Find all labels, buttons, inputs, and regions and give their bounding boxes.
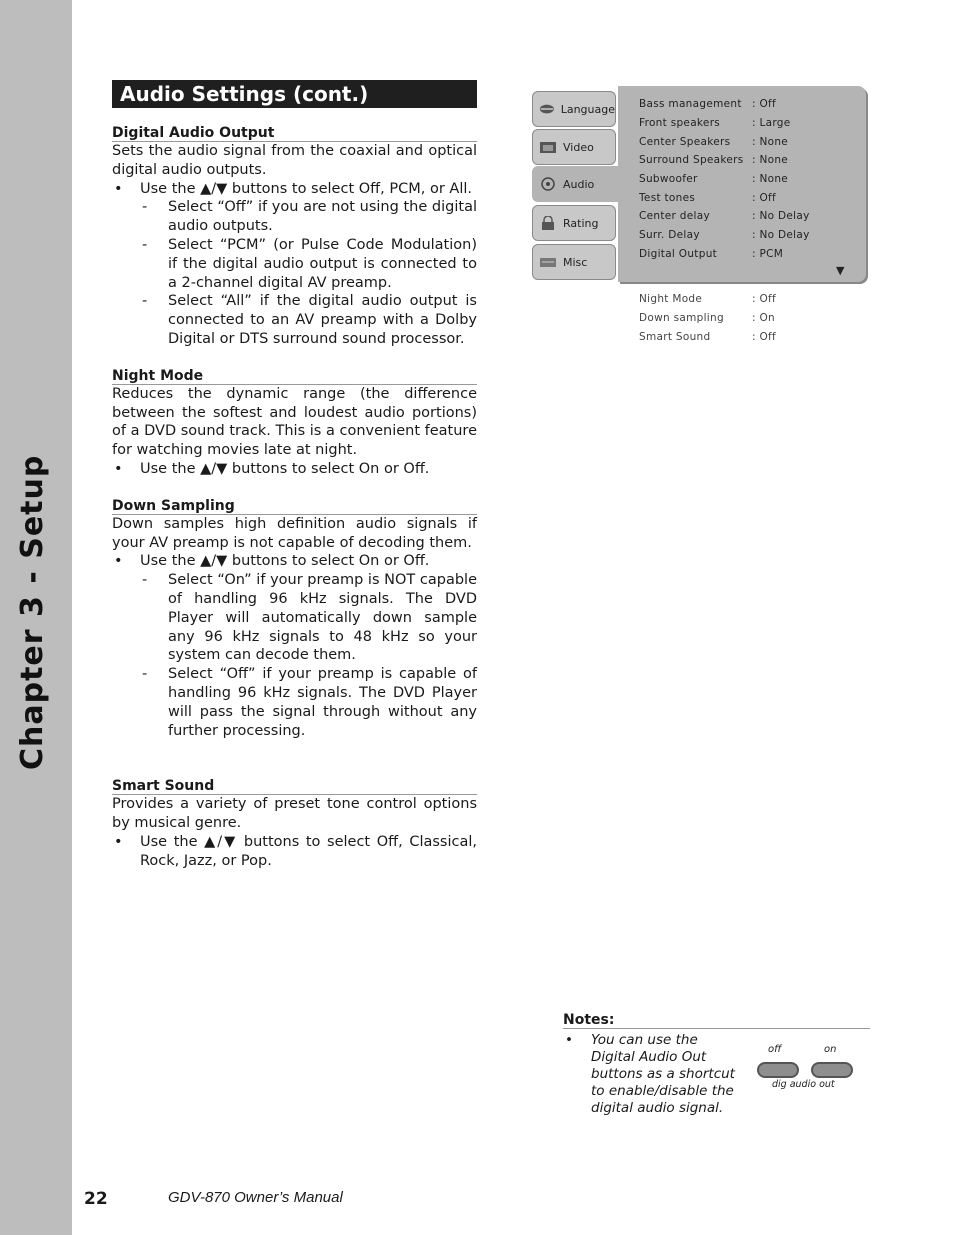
- dash-item: - Select “Off” if you are not using the digital audio outputs.: [112, 198, 477, 236]
- section-heading: Digital Audio Output: [112, 125, 477, 142]
- section-night-mode: [112, 368, 477, 479]
- on-label: on: [824, 1044, 837, 1055]
- dash-item: - Select “All” if the digital audio output is connected to an AV preamp with a Dolby Digital or DTS surround sound processor.: [112, 292, 477, 348]
- notes-heading: Notes:: [563, 1012, 870, 1029]
- lock-icon: [539, 216, 557, 230]
- tab-label: Video: [563, 140, 594, 154]
- menu-row-value: : Off: [752, 192, 777, 204]
- scroll-down-icon: ▼: [836, 264, 845, 277]
- menu-row-key: Night Mode: [639, 293, 703, 305]
- tab-misc[interactable]: [532, 244, 616, 280]
- menu-row-key: Surr. Delay: [639, 229, 700, 241]
- speaker-icon: [539, 177, 557, 191]
- audio-setup-menu: [532, 86, 870, 286]
- tab-label: Language: [560, 102, 615, 116]
- dash-item: - Select “On” if your preamp is NOT capable of handling 96 kHz signals. The DVD Player will automatically down sample any 96 kHz signals to 48 kHz so your system can decode them.: [112, 571, 477, 665]
- section-paragraph: Provides a variety of preset tone control options by musical genre.: [112, 796, 477, 832]
- keyboard-icon: [539, 255, 557, 269]
- menu-row-key: Center Speakers: [639, 136, 731, 148]
- menu-row-key: Digital Output: [639, 248, 718, 260]
- chapter-sidebar: [0, 0, 72, 1235]
- section-heading: Down Sampling: [112, 498, 477, 515]
- bullet-item: • Use the ▲/▼ buttons to select On or Off.: [112, 552, 477, 571]
- bullet-item: • Use the ▲/▼ buttons to select Off, Classical, Rock, Jazz, or Pop.: [112, 833, 477, 871]
- tab-language[interactable]: [532, 91, 616, 127]
- section-paragraph: Down samples high definition audio signals if your AV preamp is not capable of decoding them.: [112, 515, 477, 551]
- dig-audio-off-button: [757, 1062, 799, 1078]
- tab-audio[interactable]: [532, 166, 622, 202]
- dash-item: - Select “PCM” (or Pulse Code Modulation) if the digital audio output is connected to a 2-channel digital AV preamp.: [112, 236, 477, 292]
- note-item: • You can use the Digital Audio Out buttons as a shortcut to enable/disable the digital audio signal.: [563, 1032, 739, 1117]
- bullet-item: • Use the ▲/▼ buttons to select On or Off.: [112, 460, 477, 479]
- tab-label: Misc: [563, 255, 588, 269]
- menu-row-value: : Large: [752, 117, 791, 129]
- menu-row-value: : None: [752, 154, 789, 166]
- menu-row-value: : No Delay: [752, 210, 810, 222]
- manual-title: GDV-870 Owner’s Manual: [168, 1189, 343, 1206]
- menu-row-key: Surround Speakers: [639, 154, 744, 166]
- menu-row-key: Down sampling: [639, 312, 724, 324]
- menu-row-key: Subwoofer: [639, 173, 698, 185]
- menu-row-key: Smart Sound: [639, 331, 711, 343]
- section-smart-sound: [112, 778, 477, 870]
- chapter-label: Chapter 3 - Setup: [15, 454, 50, 770]
- notes-box: [563, 1012, 870, 1117]
- menu-row-value: : No Delay: [752, 229, 810, 241]
- page-title: Audio Settings (cont.): [112, 80, 477, 108]
- remote-caption: dig audio out: [772, 1079, 835, 1090]
- section-heading: Night Mode: [112, 368, 477, 385]
- menu-row-value: : On: [752, 312, 775, 324]
- tab-label: Audio: [563, 177, 595, 191]
- menu-row-key: Test tones: [639, 192, 696, 204]
- menu-row-value: : Off: [752, 293, 777, 305]
- tab-video[interactable]: [532, 129, 616, 165]
- section-digital-audio-output: [112, 125, 477, 349]
- tab-label: Rating: [563, 216, 599, 230]
- menu-row-value: : None: [752, 136, 789, 148]
- main-column: [112, 80, 477, 871]
- section-down-sampling: [112, 498, 477, 741]
- section-heading: Smart Sound: [112, 778, 477, 795]
- section-paragraph: Sets the audio signal from the coaxial and optical digital audio outputs.: [112, 143, 477, 178]
- lips-icon: [539, 102, 555, 116]
- menu-row-value: : Off: [752, 331, 777, 343]
- bullet-item: • Use the ▲/▼ buttons to select Off, PCM, or All.: [112, 180, 477, 199]
- page-number: 22: [84, 1189, 108, 1209]
- menu-row-key: Bass management: [639, 98, 742, 110]
- dig-audio-remote-buttons: [767, 1042, 867, 1097]
- tab-rating[interactable]: [532, 205, 616, 241]
- film-icon: [539, 140, 557, 154]
- menu-row-key: Front speakers: [639, 117, 721, 129]
- section-paragraph: Reduces the dynamic range (the difference between the softest and loudest audio portions) of a DVD sound track. This is a convenient feature for watching movies late at night.: [112, 385, 477, 459]
- menu-row-value: : Off: [752, 98, 777, 110]
- dash-item: - Select “Off” if your preamp is capable of handling 96 kHz signals. The DVD Player will pass the signal through without any further processing.: [112, 665, 477, 740]
- menu-row-value: : PCM: [752, 248, 784, 260]
- menu-row-key: Center delay: [639, 210, 710, 222]
- menu-row-value: : None: [752, 173, 789, 185]
- dig-audio-on-button: [811, 1062, 853, 1078]
- off-label: off: [768, 1044, 782, 1055]
